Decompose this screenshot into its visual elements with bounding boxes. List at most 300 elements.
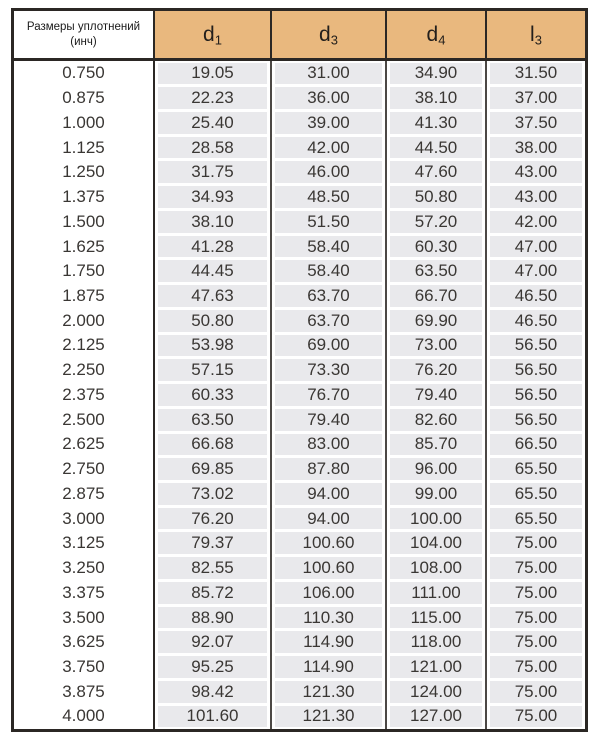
cell-value: 85.70 — [390, 434, 482, 456]
cell-value: 48.50 — [275, 186, 382, 208]
value-cell — [270, 383, 385, 408]
value-cell — [385, 630, 485, 655]
header-d3-label — [319, 23, 338, 48]
cell-value: 46.50 — [490, 285, 582, 307]
cell-value: 73.30 — [275, 359, 382, 381]
value-cell — [485, 704, 585, 729]
table-row — [14, 61, 585, 86]
cell-value: 41.30 — [390, 112, 482, 134]
cell-value: 121.00 — [390, 656, 482, 678]
cell-value: 75.00 — [490, 706, 582, 728]
cell-value: 3.500 — [62, 607, 105, 627]
size-cell — [14, 86, 153, 111]
value-cell — [385, 432, 485, 457]
cell-value: 124.00 — [390, 681, 482, 703]
value-cell — [270, 110, 385, 135]
value-cell — [153, 506, 270, 531]
cell-value: 1.750 — [62, 261, 105, 281]
value-cell — [153, 630, 270, 655]
value-cell — [485, 86, 585, 111]
value-cell — [385, 259, 485, 284]
cell-value: 75.00 — [490, 532, 582, 554]
value-cell — [270, 506, 385, 531]
value-cell — [153, 655, 270, 680]
cell-value: 3.000 — [62, 508, 105, 528]
cell-value: 1.250 — [62, 162, 105, 182]
cell-value: 118.00 — [390, 631, 482, 653]
value-cell — [385, 481, 485, 506]
header-d1-sub: 1 — [214, 32, 222, 48]
table-row — [14, 655, 585, 680]
cell-value: 44.50 — [390, 137, 482, 159]
cell-value: 69.00 — [275, 335, 382, 357]
cell-value: 22.23 — [158, 87, 267, 109]
value-cell — [485, 185, 585, 210]
size-cell — [14, 605, 153, 630]
cell-value: 106.00 — [275, 582, 382, 604]
value-cell — [153, 457, 270, 482]
value-cell — [270, 704, 385, 729]
value-cell — [485, 432, 585, 457]
size-cell — [14, 185, 153, 210]
table-row — [14, 630, 585, 655]
table-row — [14, 160, 585, 185]
cell-value: 4.000 — [62, 706, 105, 726]
table-row — [14, 135, 585, 160]
header-size-label: Размеры уплотнений — [26, 20, 141, 33]
value-cell — [153, 308, 270, 333]
table-row — [14, 383, 585, 408]
cell-value: 79.37 — [158, 532, 267, 554]
cell-value: 85.72 — [158, 582, 267, 604]
table-row — [14, 679, 585, 704]
size-cell — [14, 531, 153, 556]
table-row — [14, 209, 585, 234]
cell-value: 75.00 — [490, 582, 582, 604]
size-cell — [14, 358, 153, 383]
cell-value: 65.50 — [490, 483, 582, 505]
cell-value: 42.00 — [490, 211, 582, 233]
cell-value: 56.50 — [490, 335, 582, 357]
value-cell — [270, 358, 385, 383]
value-cell — [485, 605, 585, 630]
size-cell — [14, 259, 153, 284]
cell-value: 53.98 — [158, 335, 267, 357]
cell-value: 56.50 — [490, 359, 582, 381]
size-cell — [14, 160, 153, 185]
cell-value: 0.750 — [62, 63, 105, 83]
size-cell — [14, 432, 153, 457]
value-cell — [153, 481, 270, 506]
cell-value: 36.00 — [275, 87, 382, 109]
size-cell — [14, 333, 153, 358]
value-cell — [270, 655, 385, 680]
table-row — [14, 580, 585, 605]
value-cell — [270, 308, 385, 333]
table-row — [14, 185, 585, 210]
value-cell — [485, 457, 585, 482]
header-l3-base: l — [530, 23, 535, 46]
cell-value: 39.00 — [275, 112, 382, 134]
value-cell — [153, 160, 270, 185]
cell-value: 60.30 — [390, 236, 482, 258]
cell-value: 50.80 — [390, 186, 482, 208]
value-cell — [270, 531, 385, 556]
value-cell — [270, 209, 385, 234]
value-cell — [385, 110, 485, 135]
cell-value: 1.125 — [62, 137, 105, 157]
size-cell — [14, 284, 153, 309]
size-cell — [14, 457, 153, 482]
value-cell — [485, 259, 585, 284]
size-cell — [14, 506, 153, 531]
table-row — [14, 506, 585, 531]
cell-value: 31.00 — [275, 63, 382, 85]
cell-value: 25.40 — [158, 112, 267, 134]
value-cell — [153, 358, 270, 383]
cell-value: 3.625 — [62, 632, 105, 652]
cell-value: 31.50 — [490, 63, 582, 85]
value-cell — [153, 234, 270, 259]
cell-value: 98.42 — [158, 681, 267, 703]
table-row — [14, 531, 585, 556]
cell-value: 56.50 — [490, 409, 582, 431]
cell-value: 79.40 — [275, 409, 382, 431]
cell-value: 75.00 — [490, 631, 582, 653]
cell-value: 75.00 — [490, 656, 582, 678]
cell-value: 127.00 — [390, 706, 482, 728]
value-cell — [385, 655, 485, 680]
value-cell — [153, 333, 270, 358]
cell-value: 57.15 — [158, 359, 267, 381]
cell-value: 46.00 — [275, 161, 382, 183]
value-cell — [270, 605, 385, 630]
value-cell — [485, 630, 585, 655]
size-cell — [14, 630, 153, 655]
cell-value: 37.00 — [490, 87, 582, 109]
table-body — [14, 61, 585, 729]
value-cell — [270, 333, 385, 358]
header-d1-label — [203, 23, 222, 48]
value-cell — [485, 506, 585, 531]
value-cell — [270, 432, 385, 457]
size-cell — [14, 209, 153, 234]
value-cell — [153, 605, 270, 630]
size-cell — [14, 704, 153, 729]
value-cell — [270, 61, 385, 86]
cell-value: 114.90 — [275, 656, 382, 678]
value-cell — [385, 605, 485, 630]
value-cell — [485, 358, 585, 383]
size-cell — [14, 135, 153, 160]
table-row — [14, 259, 585, 284]
cell-value: 111.00 — [390, 582, 482, 604]
header-d3-sub: 3 — [330, 32, 338, 48]
cell-value: 42.00 — [275, 137, 382, 159]
value-cell — [270, 630, 385, 655]
value-cell — [385, 580, 485, 605]
cell-value: 1.500 — [62, 211, 105, 231]
cell-value: 82.60 — [390, 409, 482, 431]
value-cell — [385, 160, 485, 185]
value-cell — [385, 284, 485, 309]
cell-value: 121.30 — [275, 706, 382, 728]
cell-value: 73.00 — [390, 335, 482, 357]
cell-value: 2.625 — [62, 434, 105, 454]
value-cell — [270, 185, 385, 210]
header-d3-cell — [270, 11, 385, 58]
cell-value: 66.70 — [390, 285, 482, 307]
value-cell — [270, 407, 385, 432]
value-cell — [153, 556, 270, 581]
cell-value: 3.875 — [62, 681, 105, 701]
value-cell — [153, 531, 270, 556]
cell-value: 38.00 — [490, 137, 582, 159]
cell-value: 100.60 — [275, 532, 382, 554]
cell-value: 104.00 — [390, 532, 482, 554]
cell-value: 115.00 — [390, 607, 482, 629]
header-d4-label — [426, 23, 446, 48]
table-row — [14, 407, 585, 432]
value-cell — [153, 407, 270, 432]
value-cell — [270, 679, 385, 704]
cell-value: 3.750 — [62, 656, 105, 676]
cell-value: 56.50 — [490, 384, 582, 406]
cell-value: 75.00 — [490, 681, 582, 703]
value-cell — [485, 383, 585, 408]
value-cell — [385, 86, 485, 111]
cell-value: 100.00 — [390, 508, 482, 530]
cell-value: 94.00 — [275, 483, 382, 505]
value-cell — [385, 61, 485, 86]
table-row — [14, 704, 585, 729]
cell-value: 19.05 — [158, 63, 267, 85]
header-size-unit: (инч) — [70, 35, 97, 48]
cell-value: 83.00 — [275, 434, 382, 456]
cell-value: 47.00 — [490, 236, 582, 258]
cell-value: 3.250 — [62, 558, 105, 578]
value-cell — [270, 160, 385, 185]
value-cell — [485, 135, 585, 160]
table-row — [14, 605, 585, 630]
value-cell — [485, 580, 585, 605]
table-row — [14, 481, 585, 506]
cell-value: 43.00 — [490, 186, 582, 208]
value-cell — [270, 135, 385, 160]
cell-value: 75.00 — [490, 557, 582, 579]
size-cell — [14, 308, 153, 333]
value-cell — [385, 333, 485, 358]
size-cell — [14, 679, 153, 704]
cell-value: 114.90 — [275, 631, 382, 653]
value-cell — [385, 209, 485, 234]
value-cell — [153, 110, 270, 135]
value-cell — [270, 86, 385, 111]
value-cell — [270, 481, 385, 506]
cell-value: 38.10 — [390, 87, 482, 109]
table-row — [14, 358, 585, 383]
value-cell — [385, 457, 485, 482]
cell-value: 66.50 — [490, 434, 582, 456]
cell-value: 2.000 — [62, 310, 105, 330]
value-cell — [270, 234, 385, 259]
value-cell — [153, 679, 270, 704]
value-cell — [153, 432, 270, 457]
value-cell — [153, 61, 270, 86]
cell-value: 0.875 — [62, 88, 105, 108]
header-d3-base: d — [319, 23, 331, 46]
cell-value: 1.000 — [62, 112, 105, 132]
cell-value: 2.250 — [62, 360, 105, 380]
cell-value: 101.60 — [158, 706, 267, 728]
value-cell — [485, 209, 585, 234]
value-cell — [153, 259, 270, 284]
cell-value: 47.60 — [390, 161, 482, 183]
cell-value: 1.375 — [62, 187, 105, 207]
cell-value: 1.875 — [62, 285, 105, 305]
table-row — [14, 284, 585, 309]
value-cell — [385, 308, 485, 333]
header-l3-sub: 3 — [534, 32, 542, 48]
cell-value: 57.20 — [390, 211, 482, 233]
size-cell — [14, 580, 153, 605]
cell-value: 2.875 — [62, 483, 105, 503]
cell-value: 99.00 — [390, 483, 482, 505]
cell-value: 2.750 — [62, 459, 105, 479]
cell-value: 82.55 — [158, 557, 267, 579]
cell-value: 92.07 — [158, 631, 267, 653]
cell-value: 31.75 — [158, 161, 267, 183]
cell-value: 108.00 — [390, 557, 482, 579]
cell-value: 38.10 — [158, 211, 267, 233]
cell-value: 3.125 — [62, 533, 105, 553]
table-row — [14, 86, 585, 111]
value-cell — [385, 679, 485, 704]
value-cell — [485, 234, 585, 259]
cell-value: 60.33 — [158, 384, 267, 406]
cell-value: 96.00 — [390, 458, 482, 480]
cell-value: 95.25 — [158, 656, 267, 678]
cell-value: 63.50 — [158, 409, 267, 431]
cell-value: 121.30 — [275, 681, 382, 703]
cell-value: 88.90 — [158, 607, 267, 629]
cell-value: 79.40 — [390, 384, 482, 406]
value-cell — [153, 86, 270, 111]
size-cell — [14, 383, 153, 408]
value-cell — [485, 655, 585, 680]
value-cell — [153, 580, 270, 605]
table-header-row — [14, 11, 585, 61]
cell-value: 2.125 — [62, 335, 105, 355]
seal-dimensions-table — [11, 8, 588, 732]
cell-value: 63.70 — [275, 310, 382, 332]
value-cell — [385, 383, 485, 408]
cell-value: 3.375 — [62, 582, 105, 602]
value-cell — [153, 209, 270, 234]
cell-value: 47.63 — [158, 285, 267, 307]
cell-value: 63.50 — [390, 260, 482, 282]
cell-value: 63.70 — [275, 285, 382, 307]
size-cell — [14, 234, 153, 259]
cell-value: 44.45 — [158, 260, 267, 282]
table-row — [14, 308, 585, 333]
value-cell — [485, 407, 585, 432]
value-cell — [485, 160, 585, 185]
header-d4-base: d — [426, 23, 439, 46]
value-cell — [270, 457, 385, 482]
cell-value: 51.50 — [275, 211, 382, 233]
cell-value: 58.40 — [275, 236, 382, 258]
value-cell — [485, 308, 585, 333]
cell-value: 69.90 — [390, 310, 482, 332]
value-cell — [153, 704, 270, 729]
value-cell — [153, 185, 270, 210]
value-cell — [485, 61, 585, 86]
size-cell — [14, 61, 153, 86]
cell-value: 1.625 — [62, 236, 105, 256]
cell-value: 47.00 — [490, 260, 582, 282]
cell-value: 2.375 — [62, 384, 105, 404]
value-cell — [270, 259, 385, 284]
cell-value: 76.20 — [390, 359, 482, 381]
header-d1-cell — [153, 11, 270, 58]
value-cell — [485, 679, 585, 704]
cell-value: 34.90 — [390, 63, 482, 85]
value-cell — [485, 531, 585, 556]
value-cell — [270, 284, 385, 309]
value-cell — [270, 580, 385, 605]
cell-value: 2.500 — [62, 409, 105, 429]
value-cell — [485, 110, 585, 135]
cell-value: 73.02 — [158, 483, 267, 505]
cell-value: 100.60 — [275, 557, 382, 579]
cell-value: 65.50 — [490, 508, 582, 530]
table-row — [14, 234, 585, 259]
size-cell — [14, 556, 153, 581]
cell-value: 110.30 — [275, 607, 382, 629]
size-cell — [14, 407, 153, 432]
cell-value: 43.00 — [490, 161, 582, 183]
table-row — [14, 333, 585, 358]
value-cell — [153, 284, 270, 309]
cell-value: 94.00 — [275, 508, 382, 530]
value-cell — [385, 135, 485, 160]
cell-value: 34.93 — [158, 186, 267, 208]
header-l3-cell — [485, 11, 585, 58]
size-cell — [14, 481, 153, 506]
cell-value: 69.85 — [158, 458, 267, 480]
value-cell — [485, 481, 585, 506]
value-cell — [385, 506, 485, 531]
table-row — [14, 457, 585, 482]
cell-value: 75.00 — [490, 607, 582, 629]
value-cell — [485, 556, 585, 581]
size-cell — [14, 655, 153, 680]
cell-value: 66.68 — [158, 434, 267, 456]
table-row — [14, 110, 585, 135]
cell-value: 46.50 — [490, 310, 582, 332]
value-cell — [270, 556, 385, 581]
cell-value: 41.28 — [158, 236, 267, 258]
value-cell — [385, 407, 485, 432]
value-cell — [385, 358, 485, 383]
cell-value: 76.20 — [158, 508, 267, 530]
value-cell — [153, 383, 270, 408]
cell-value: 58.40 — [275, 260, 382, 282]
value-cell — [485, 333, 585, 358]
header-d4-cell — [385, 11, 485, 58]
header-d4-sub: 4 — [438, 32, 446, 48]
